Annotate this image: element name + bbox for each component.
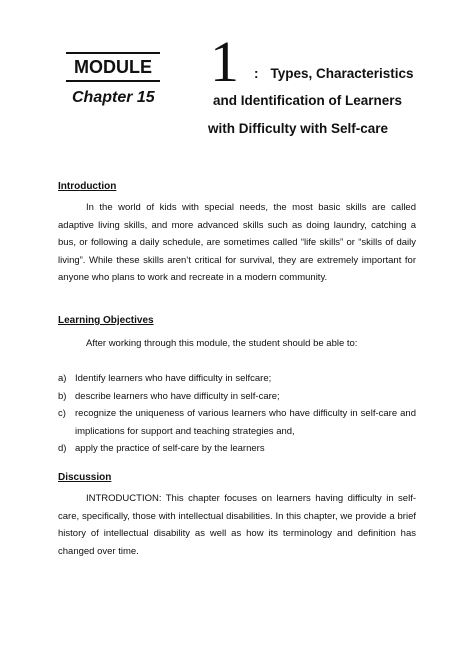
objectives-list [58,370,416,458]
objective-text: Identify learners who have difficulty in selfcare; [75,373,272,384]
module-label: MODULE [74,57,152,77]
objective-marker: d) [58,443,67,454]
objective-item [58,370,416,388]
module-bottom-rule [66,80,160,82]
title-colon: : [254,66,259,81]
module-box [66,52,160,82]
chapter-label: Chapter 15 [72,89,155,106]
objective-marker: b) [58,390,67,402]
objective-item [58,440,416,458]
objective-marker: c) [58,408,66,419]
objectives-heading: Learning Objectives [58,315,154,326]
title-line-1-text: Types, Characteristics [270,66,414,81]
objective-marker: a) [58,373,67,384]
objective-text: apply the practice of self-care by the learners [75,443,265,454]
discussion-paragraph: INTRODUCTION: This chapter focuses on learners having difficulty in self-care, specifically, those with intellectual disabilities. In this chapter, we provide a brief history of intellectual disability as well as how its terminology and definition has changed over time. [58,493,416,557]
discussion-heading: Discussion [58,472,112,483]
objectives-lead: After working through this module, the student should be able to: [86,338,358,349]
objective-item [58,405,416,440]
module-number: 1 [210,29,239,94]
title-line-2: and Identification of Learners [213,93,403,108]
objective-text: describe learners who have difficulty in self-care; [75,390,280,402]
objective-text: recognize the uniqueness of various learners who have difficulty in self-care and implications for support and teaching strategies and, [75,408,416,437]
objective-item [58,388,416,406]
introduction-heading: Introduction [58,181,117,192]
title-line-3: with Difficulty with Self-care [208,121,389,136]
title-line-1 [254,65,414,83]
introduction-paragraph: In the world of kids with special needs, the most basic skills are called adaptive living skills, and more advanced skills such as doing laundry, catching a bus, or following a daily schedule, are sometimes called “life skills” or “skills of daily living”. While these skills aren’t critical for survival, they are extremely important for anyone who plans to work and recreate in a modern community. [58,202,416,283]
